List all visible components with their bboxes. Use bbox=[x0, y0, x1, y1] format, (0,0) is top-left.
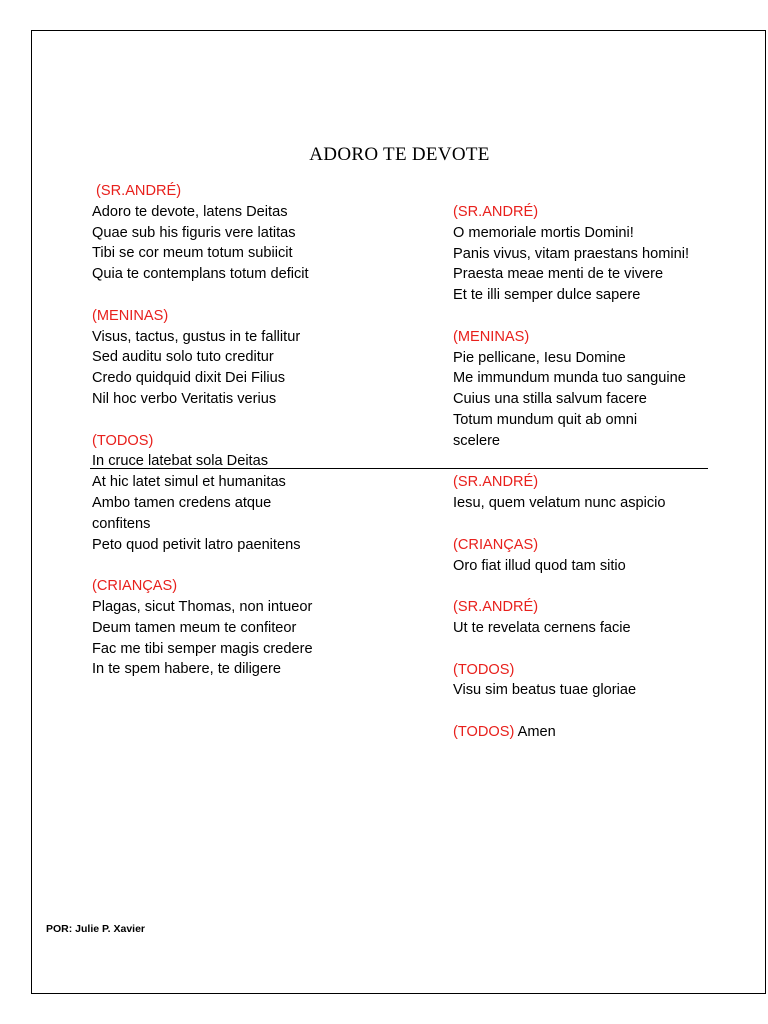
verse-line: O memoriale mortis Domini! bbox=[453, 224, 634, 241]
stanza-left-2 bbox=[92, 306, 432, 410]
speaker-label: (TODOS) bbox=[92, 432, 154, 449]
speaker-label: (MENINAS) bbox=[92, 307, 169, 324]
amen-text: Amen bbox=[517, 723, 556, 740]
speaker-label: (CRIANÇAS) bbox=[453, 536, 539, 553]
verse-line: Oro fiat illud quod tam sitio bbox=[453, 557, 626, 574]
speaker-label: (SR.ANDRÉ) bbox=[453, 474, 539, 491]
speaker-label: (SR.ANDRÉ) bbox=[453, 599, 539, 616]
verse-line: Adoro te devote, latens Deitas bbox=[92, 203, 288, 220]
stanza-right-5 bbox=[453, 597, 768, 639]
speaker-label: (TODOS) bbox=[453, 723, 515, 740]
verse-line: Visu sim beatus tuae gloriae bbox=[453, 682, 637, 699]
closing-line bbox=[453, 722, 768, 743]
stanza-right-1 bbox=[453, 202, 768, 306]
verse-line: Tibi se cor meum totum subiicit bbox=[92, 245, 293, 262]
stanza-left-4 bbox=[92, 576, 432, 680]
speaker-label: (CRIANÇAS) bbox=[92, 578, 178, 595]
verse-line: Plagas, sicut Thomas, non intueor bbox=[92, 598, 313, 615]
stanza-left-1 bbox=[92, 181, 432, 285]
horizontal-divider bbox=[90, 468, 708, 469]
verse-line: confitens bbox=[92, 515, 151, 532]
verse-line: Et te illi semper dulce sapere bbox=[453, 287, 641, 304]
verse-line: Ambo tamen credens atque bbox=[92, 494, 272, 511]
stanza-right-7 bbox=[453, 722, 768, 743]
author-credit: POR: Julie P. Xavier bbox=[46, 923, 146, 935]
verse-line: Visus, tactus, gustus in te fallitur bbox=[92, 328, 301, 345]
verse-line: Quia te contemplans totum deficit bbox=[92, 266, 309, 283]
stanza-right-4 bbox=[453, 535, 768, 577]
verse-line: Credo quidquid dixit Dei Filius bbox=[92, 370, 286, 387]
stanza-right-2 bbox=[453, 327, 768, 452]
verse-line: Praesta meae menti de te vivere bbox=[453, 266, 664, 283]
verse-line: In cruce latebat sola Deitas bbox=[92, 453, 269, 470]
verse-line: Peto quod petivit latro paenitens bbox=[92, 536, 301, 553]
verse-line: scelere bbox=[453, 432, 501, 449]
verse-line: Fac me tibi semper magis credere bbox=[92, 640, 313, 657]
stanza-right-6 bbox=[453, 660, 768, 702]
document-page bbox=[31, 30, 766, 994]
verse-line: Totum mundum quit ab omni bbox=[453, 411, 638, 428]
right-column bbox=[453, 202, 768, 764]
verse-line: Sed auditu solo tuto creditur bbox=[92, 349, 274, 366]
stanza-left-3 bbox=[92, 431, 432, 556]
verse-line: Cuius una stilla salvum facere bbox=[453, 391, 647, 408]
verse-line: Panis vivus, vitam praestans homini! bbox=[453, 245, 690, 262]
verse-line: Nil hoc verbo Veritatis verius bbox=[92, 390, 277, 407]
verse-line: Deum tamen meum te confiteor bbox=[92, 619, 297, 636]
left-column bbox=[92, 181, 432, 701]
verse-line: At hic latet simul et humanitas bbox=[92, 474, 286, 491]
page-title: ADORO TE DEVOTE bbox=[309, 144, 490, 165]
stanza-right-3 bbox=[453, 472, 768, 514]
speaker-label: (TODOS) bbox=[453, 661, 515, 678]
speaker-label: (SR.ANDRÉ) bbox=[96, 183, 182, 199]
verse-line: Ut te revelata cernens facie bbox=[453, 619, 631, 636]
speaker-label: (MENINAS) bbox=[453, 328, 530, 345]
speaker-label: (SR.ANDRÉ) bbox=[453, 204, 539, 220]
verse-line: Quae sub his figuris vere latitas bbox=[92, 224, 296, 241]
verse-line: Iesu, quem velatum nunc aspicio bbox=[453, 495, 666, 512]
verse-line: Me immundum munda tuo sanguine bbox=[453, 370, 686, 387]
verse-line: Pie pellicane, Iesu Domine bbox=[453, 349, 626, 366]
verse-line: In te spem habere, te diligere bbox=[92, 661, 282, 678]
